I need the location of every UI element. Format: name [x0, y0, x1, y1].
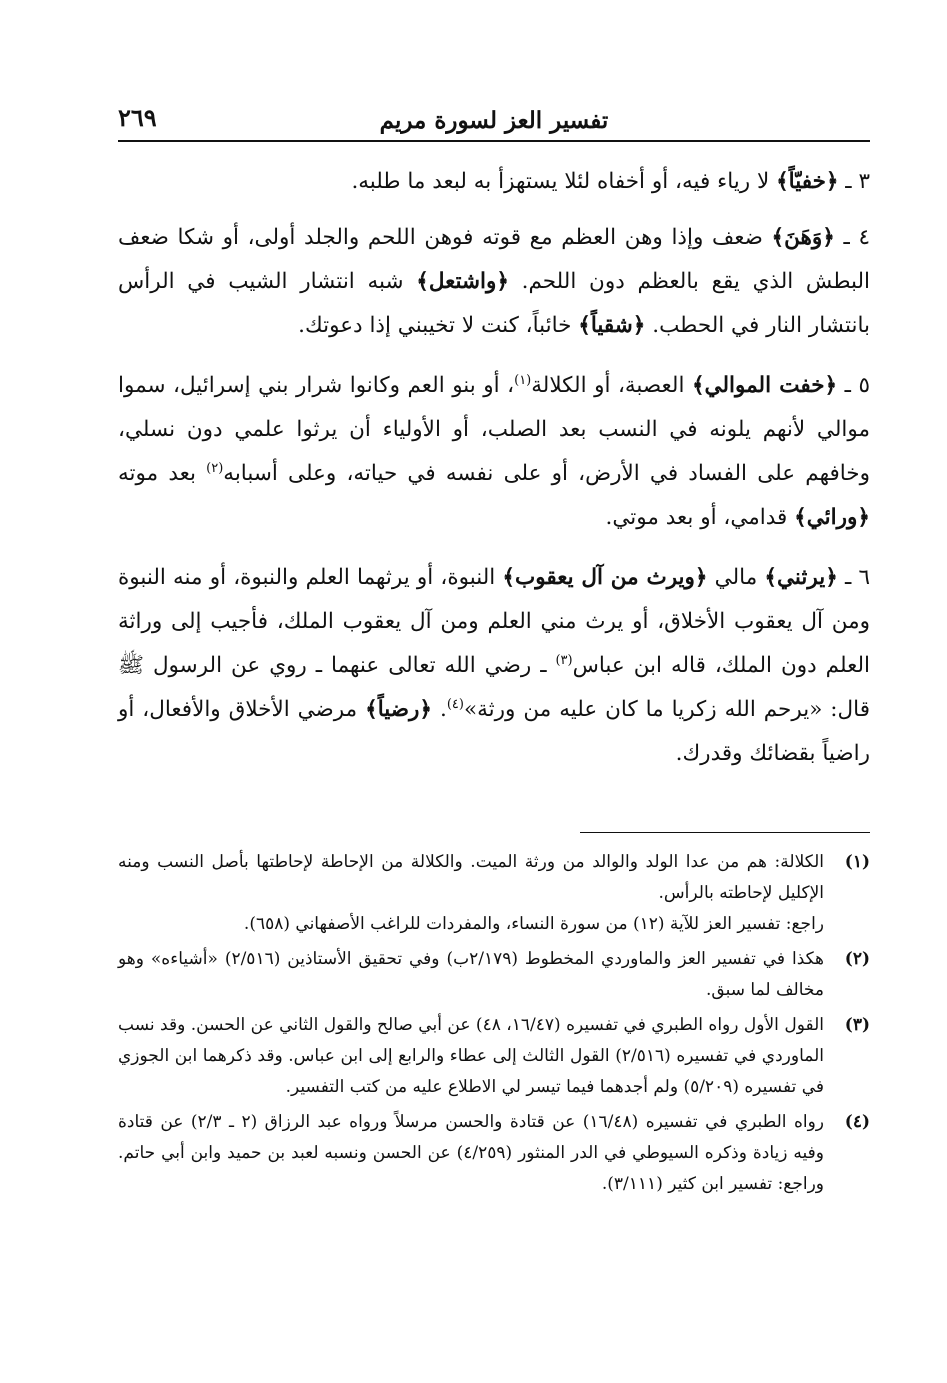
paragraph-6 — [118, 556, 870, 776]
paragraph-text: بعد موته — [118, 461, 207, 486]
paragraph-text: شبه انتشار الشيب في الرأس بانتشار النار في الحطب. — [118, 269, 870, 338]
footnote-line: هكذا في تفسير العز والماوردي المخطوط (٢/١٧٩ب) وفي تحقيق الأستاذين (٢/٥١٦) «أشياءه» وهو مخالف لما سبق. — [118, 949, 824, 1000]
footnote-line: رواه الطبري في تفسيره (١٦/٤٨) عن قتادة والحسن مرسلاً ورواه عبد الرزاق (٢ ـ ٢/٣) عن قتادة وفيه زيادة وذكره السيوطي في الدر المنثور (٤/٢٥٩) عن الحسن ونسبه لعبد بن حميد وابن أبي حاتم. وراجع: تفسير ابن كثير (٣/١١١). — [118, 1112, 825, 1194]
paragraph-text: قدامي، أو بعد موتي. — [605, 505, 795, 530]
footnotes — [118, 847, 870, 1200]
paragraph-text: مرضي الأخلاق والأفعال، أو راضياً بقضائك وقدرك. — [118, 697, 870, 766]
footnote-number: (٢) — [844, 949, 870, 969]
paragraph-text: خائباً، كنت لا تخيبني إذا دعوتك. — [298, 313, 579, 338]
main-text — [118, 160, 870, 776]
paragraph-text: ضعف وإذا وهن العظم مع قوته فوهن اللحم والجلد أولى، أو شكا ضعف البطش الذي يقع بالعظم دون اللحم. — [118, 225, 870, 294]
footnote-separator — [580, 832, 870, 833]
quranic-term: ﴿رضياً﴾ — [365, 697, 433, 722]
header-rule — [118, 140, 870, 142]
footnote-2 — [118, 944, 870, 1006]
quranic-term: ﴿خفت الموالي﴾ — [691, 373, 838, 398]
quranic-term: ﴿شقياً﴾ — [578, 313, 646, 338]
paragraph-number: ٦ ـ — [837, 565, 870, 590]
footnote-1 — [118, 847, 870, 940]
footnote-text — [118, 1010, 824, 1103]
footnote-ref[interactable]: (٢) — [206, 460, 224, 476]
paragraph-text: العصبة، أو الكلالة — [531, 373, 692, 398]
footnote-line: القول الأول رواه الطبري في تفسيره (١٦/٤٧، ٤٨) عن أبي صالح والقول الثاني عن الحسن. وقد نسب الماوردي في تفسيره (٢/٥١٦) القول الثالث إلى عطاء والرابع إلى ابن عباس. وقد ذكرهما ابن الجوزي في تفسيره (٥/٢٠٩) ولم أجدهما فيما تيسر لي الاطلاع عليه من كتب التفسير. — [118, 1015, 825, 1097]
quranic-term: ﴿خفيّاً﴾ — [776, 169, 839, 194]
paragraph-text: ، أو بنو العم وكانوا شرار بني إسرائيل، سموا موالي لأنهم يلونه في النسب بعد الصلب، أو الأولياء أن يرثوا علمي دون نسلي، وخافهم على الفساد في الأرض، أو على نفسه في حياته، وعلى أسبابه — [118, 373, 870, 486]
footnote-line: راجع: تفسير العز للآية (١٢) من سورة النساء، والمفردات للراغب الأصفهاني (٦٥٨). — [243, 914, 824, 934]
footnote-text — [118, 847, 824, 940]
footnote-number: (٣) — [844, 1015, 870, 1035]
page-header — [118, 88, 870, 140]
footnote-text — [118, 1107, 824, 1200]
footnote-ref[interactable]: (١) — [514, 372, 532, 388]
footnote-number: (١) — [844, 852, 870, 872]
quranic-term: ﴿يرثني﴾ — [764, 565, 838, 590]
running-title: تفسير العز لسورة مريم — [379, 107, 609, 134]
footnote-line: الكلالة: هم من عدا الولد والوالد من ورثة الميت. والكلالة من الإحاطة لإحاطتها بأصل النسب ومنه الإكليل لإحاطته بالرأس. — [118, 852, 824, 903]
paragraph-text: النبوة، أو يرثهما العلم والنبوة، أو منه النبوة ومن آل يعقوب الأخلاق، أو يرث مني العلم ومن آل يعقوب الملك، فأجيب إلى وراثة العلم دون الملك، قاله ابن عباس — [118, 565, 870, 678]
paragraph-number: ٣ ـ — [838, 169, 870, 194]
paragraph-text: . — [432, 697, 447, 722]
paragraph-text: مالي — [707, 565, 765, 590]
paragraph-text: ـ رضي الله تعالى عنهما ـ روي عن الرسول ﷺ قال: «يرحم الله زكريا ما كان عليه من ورثة» — [118, 653, 870, 722]
paragraph-text: لا رياء فيه، أو أخفاه لئلا يستهزأ به لبعد ما طلبه. — [351, 169, 777, 194]
footnote-text — [118, 944, 824, 1006]
paragraph-number: ٥ ـ — [837, 373, 871, 398]
footnote-number: (٤) — [844, 1112, 870, 1132]
page-number: ٢٦٩ — [118, 103, 157, 132]
quranic-term: ﴿ورائي﴾ — [794, 505, 870, 530]
book-page — [118, 88, 870, 1348]
paragraph-4 — [118, 216, 870, 348]
quranic-term: ﴿ويرث من آل يعقوب﴾ — [502, 565, 708, 590]
footnote-ref[interactable]: (٣) — [555, 652, 573, 668]
quranic-term: ﴿وَهَنَ﴾ — [771, 225, 835, 250]
quranic-term: ﴿واشتعل﴾ — [416, 269, 509, 294]
footnote-4 — [118, 1107, 870, 1200]
footnote-ref[interactable]: (٤) — [446, 696, 464, 712]
footnote-3 — [118, 1010, 870, 1103]
paragraph-3 — [118, 160, 870, 204]
paragraph-number: ٤ ـ — [834, 225, 871, 250]
paragraph-5 — [118, 364, 870, 540]
